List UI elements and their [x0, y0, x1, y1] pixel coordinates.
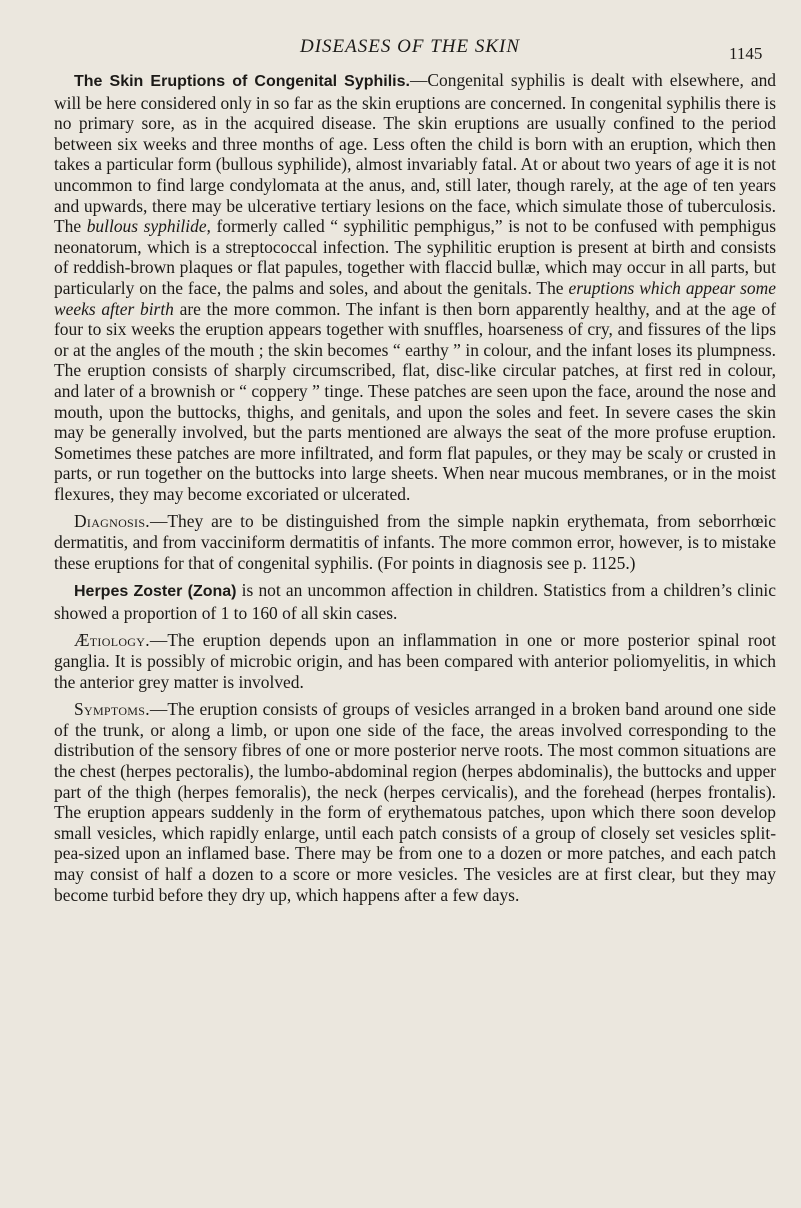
section-heading: The Skin Eruptions of Congenital Syphilis.	[74, 73, 410, 90]
paragraph-aetiology	[54, 630, 776, 692]
paragraph-text: formerly called “ syphilitic pemphigus,” is not to be confused with pemphigus neonatorum, which is a streptococcal infection. The syphilitic eruption is present at birth and consists of reddish-brown plaques or flat papules, together with flaccid bullæ, which may occur in all parts, but particularly on the face, the palms and soles, and about the genitals. The	[54, 216, 776, 298]
running-title: DISEASES OF THE SKIN	[300, 36, 521, 57]
emphasis-text: bullous syphilide,	[86, 216, 211, 237]
paragraph-text: —They are to be distinguished from the simple napkin erythemata, from seborrhœic dermatitis, and from vacciniform dermatitis of infants. The more common error, however, is to mistake these eruptions for that of congenital syphilis. (For points in diagnosis see p. 1125.)	[54, 511, 776, 573]
body-text	[54, 70, 776, 912]
paragraph-text: is not an uncommon affection in children. Statistics from a children’s clinic showed a proportion of 1 to 160 of all skin cases.	[54, 580, 776, 623]
page-header	[0, 34, 801, 64]
emphasis-text: eruptions which appear some weeks after birth	[54, 277, 776, 319]
paragraph-symptoms	[54, 699, 776, 905]
paragraph-text: —The eruption depends upon an inflammation in one or more posterior spinal root ganglia. It is possibly of microbic origin, and has been compared with anterior poliomyelitis, in which the anterior grey matter is involved.	[54, 630, 776, 692]
section-heading: Diagnosis.	[74, 511, 150, 532]
section-heading: Symptoms.	[74, 699, 150, 720]
page-number: 1145	[729, 44, 763, 63]
section-heading: Herpes Zoster (Zona)	[74, 583, 237, 601]
paragraph-congenital-syphilis	[54, 70, 776, 504]
paragraph-text: —The eruption consists of groups of vesicles arranged in a broken band around one side of the trunk, or along a limb, or upon one side of the face, the areas involved corresponding to the distribution of the sensory fibres of one or more posterior nerve roots. The most common situations are the chest (herpes pectoralis), the lumbo-abdominal region (herpes abdominalis), the buttocks and upper part of the thigh (herpes femoralis), the neck (herpes cervicalis), and the forehead (herpes frontalis). The eruption appears suddenly in the form of erythematous patches, upon which there soon develop small vesicles, which rapidly enlarge, until each patch consists of a group of closely set vesicles split-pea-sized upon an inflamed base. There may be from one to a dozen or more patches, and each patch may consist of half a dozen to a score or more vesicles. The vesicles are at first clear, but they may become turbid before they dry up, which happens after a few days.	[54, 699, 776, 905]
section-heading: Ætiology.	[74, 630, 150, 651]
paragraph-text: —Congenital syphilis is dealt with elsewhere, and will be here considered only in so far as the skin eruptions are concerned. In congenital syphilis there is no primary sore, as in the acquired disease. The skin eruptions are usually confined to the period between six weeks and three months of age. Less often the child is born with an eruption, which then takes a particular form (bullous syphilide), almost invariably fatal. At or about two years of age it is not uncommon to find large condylomata at the anus, and, still later, though rarely, at the age of ten years and upwards, there may be ulcerative tertiary lesions on the face, which simulate those of tuberculosis. The	[54, 70, 777, 237]
paragraph-herpes-zoster	[54, 580, 776, 623]
paragraph-text: are the more common. The infant is then born apparently healthy, and at the age of four to six weeks the eruption appears together with snuffles, hoarseness of cry, and fissures of the lips or at the angles of the mouth ; the skin becomes “ earthy ” in colour, and the infant loses its plumpness. The eruption consists of sharply circumscribed, flat, disc-like circular patches, at first red in colour, and later of a brownish or “ coppery ” tinge. These patches are seen upon the face, around the nose and mouth, upon the buttocks, thighs, and genitals, and upon the soles and feet. In severe cases the skin may be generally involved, but the parts mentioned are always the seat of the more profuse eruption. Sometimes these patches are more infiltrated, and form flat papules, or they may be scaly or crusted in parts, or run together on the buttocks into large sheets. When near mucous membranes, or in the moist flexures, they may become excoriated or ulcerated.	[54, 298, 777, 504]
paragraph-diagnosis	[54, 511, 776, 573]
